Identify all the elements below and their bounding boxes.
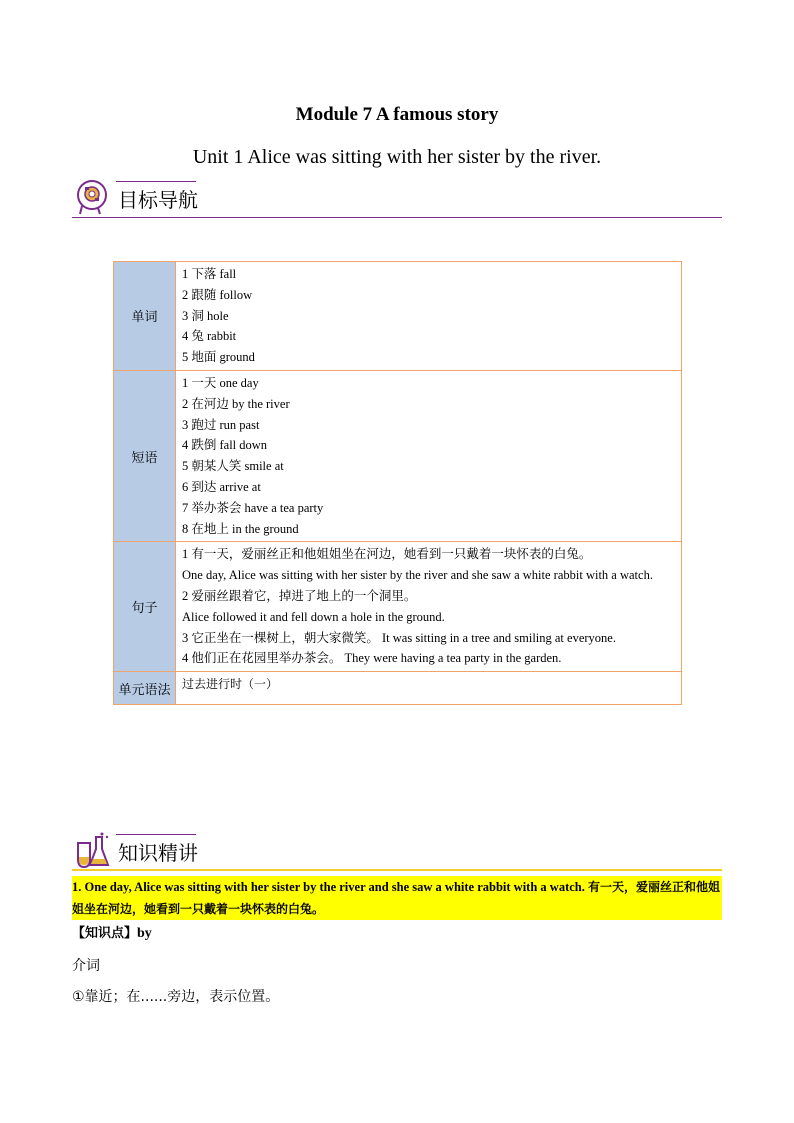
list-item: 3 它正坐在一棵树上，朝大家微笑。 It was sitting in a tree and smiling at everyone. xyxy=(182,630,616,645)
heading-chinese: 有一天，爱丽丝正和他姐姐坐在河边，她看到一只戴着一块怀表的白兔。 xyxy=(72,880,721,916)
row-category: 短语 xyxy=(114,370,176,541)
table-row xyxy=(114,262,682,371)
list-item: 4 跌倒 fall down xyxy=(182,438,268,453)
row-content xyxy=(176,370,682,541)
list-item: 1 有一天，爱丽丝正和他姐姐坐在河边，她看到一只戴着一块怀表的白兔。 xyxy=(182,547,592,562)
list-item: 1 下落 fall xyxy=(182,267,237,281)
row-content xyxy=(176,262,682,371)
unit-title: Unit 1 Alice was sitting with her sister by the river. xyxy=(192,146,602,168)
list-item: 2 跟随 follow xyxy=(182,287,253,302)
list-item: 2 爱丽丝跟着它，掉进了地上的一个洞里。 xyxy=(182,588,417,603)
row-content xyxy=(176,542,682,672)
table-row xyxy=(114,672,682,705)
row-category: 句子 xyxy=(114,542,176,672)
row-category: 单词 xyxy=(114,262,176,371)
section-label: 知识精讲 xyxy=(118,841,198,865)
table-row xyxy=(114,542,682,672)
part-of-speech: 介词 xyxy=(72,958,100,974)
list-item: 4 兔 rabbit xyxy=(182,329,237,344)
meaning-text: ①靠近；在......旁边，表示位置。 xyxy=(72,989,280,1005)
section-label: 目标导航 xyxy=(118,188,198,212)
list-item: 3 跑过 run past xyxy=(182,417,260,432)
list-item: One day, Alice was sitting with her sister by the river and she saw a white rabbit with a watch. xyxy=(182,568,653,583)
brain-gear-icon xyxy=(72,178,110,216)
vocab-table xyxy=(113,261,682,705)
list-item: 8 在地上 in the ground xyxy=(182,521,299,536)
table-row xyxy=(114,370,682,541)
heading-english: 1. One day, Alice was sitting with her sister by the river and she saw a white rabbit with a watch. xyxy=(72,880,585,894)
knowledge-heading xyxy=(72,876,722,920)
row-category: 单元语法 xyxy=(114,672,176,705)
module-title: Module 7 A famous story xyxy=(295,104,499,125)
section-header-knowledge xyxy=(72,831,722,871)
point-word: by xyxy=(137,926,152,941)
list-item: 1 一天 one day xyxy=(182,375,259,390)
row-content xyxy=(176,672,682,705)
list-item: 3 洞 hole xyxy=(182,308,229,323)
flask-icon xyxy=(72,831,110,869)
list-item: 2 在河边 by the river xyxy=(182,396,290,411)
list-item: 7 举办茶会 have a tea party xyxy=(182,500,324,515)
list-item: 5 地面 ground xyxy=(182,350,255,365)
list-item: Alice followed it and fell down a hole in the ground. xyxy=(182,609,445,624)
section-header-goals xyxy=(72,178,722,218)
knowledge-point-label xyxy=(72,922,152,942)
list-item: 6 到达 arrive at xyxy=(182,479,261,494)
list-item: 4 他们正在花园里举办茶会。 They were having a tea party in the garden. xyxy=(182,651,562,666)
point-label: 【知识点】 xyxy=(72,926,138,941)
list-item: 5 朝某人笑 smile at xyxy=(182,459,284,474)
list-item: 过去进行时（一） xyxy=(182,677,279,692)
